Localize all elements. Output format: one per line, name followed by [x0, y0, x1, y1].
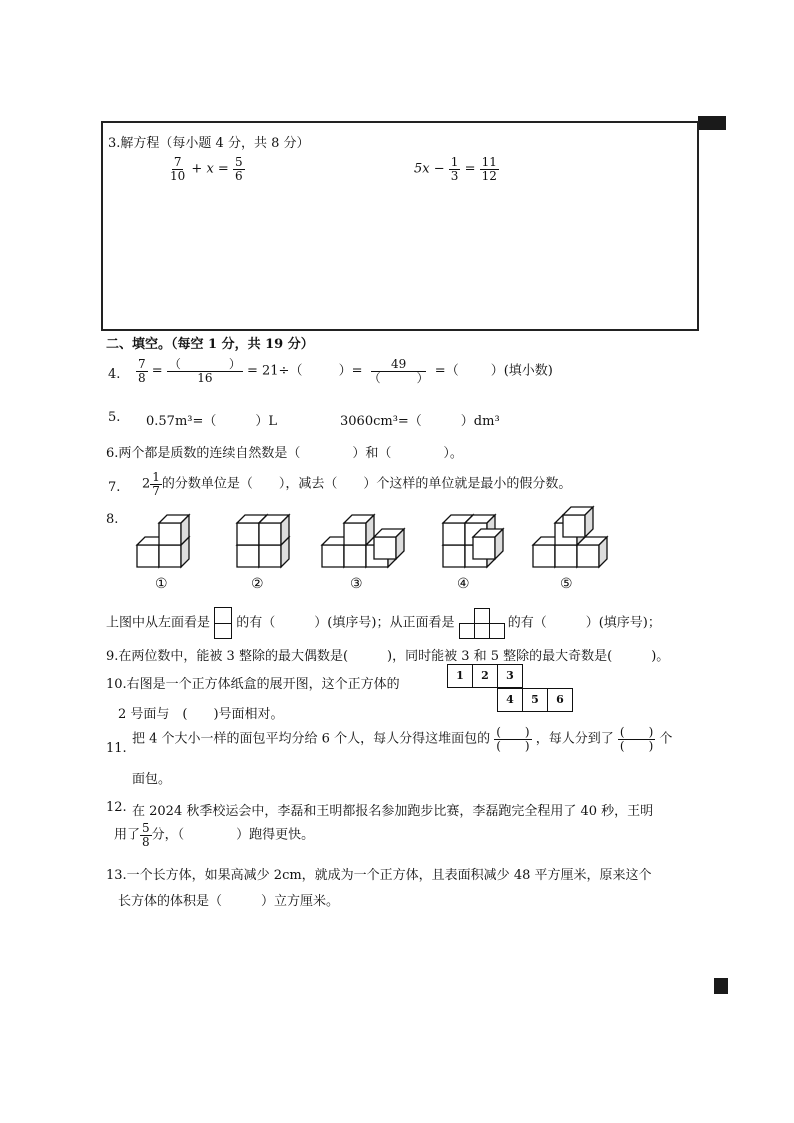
q5-part-b: 3060cm³=（ ）dm³ — [340, 414, 500, 429]
q11-number: 11. — [106, 741, 127, 756]
q8-question-line: 上图中从左面看是 的有（ ）(填序号)；从正面看是 的有（ ）(填序号)； — [106, 607, 661, 639]
q7-number: 7. — [108, 480, 121, 495]
q3-heading: 3.解方程（每小题 4 分，共 8 分） — [108, 136, 310, 151]
figure-label-1: ① — [155, 576, 168, 592]
front-view-shape — [459, 608, 504, 638]
cube-figure-4 — [443, 515, 503, 567]
net-cell-2: 2 — [472, 664, 498, 688]
figure-label-2: ② — [251, 576, 264, 592]
net-cell-6: 6 — [547, 688, 573, 712]
net-cell-1: 1 — [447, 664, 473, 688]
q10-line-1: 10.右图是一个正方体纸盒的展开图，这个正方体的 — [106, 677, 400, 692]
cube-figure-1 — [137, 515, 189, 567]
q9-text: 9.在两位数中，能被 3 整除的最大偶数是( )，同时能被 3 和 5 整除的最大奇数是( )。 — [106, 649, 670, 664]
q12-line-1: 在 2024 秋季校运会中，李磊和王明都报名参加跑步比赛，李磊跑完全程用了 40 秒，王明 — [132, 804, 654, 819]
net-cell-5: 5 — [522, 688, 548, 712]
q4-number: 4. — [108, 367, 121, 382]
q13-line-1: 13.一个长方体，如果高减少 2cm，就成为一个正方体，且表面积减少 48 平方厘米，原来这个 — [106, 868, 652, 883]
q10-line-2: 2 号面与 ( )号面相对。 — [118, 707, 284, 722]
q12-line-2: 用了 $\frac{5}{8}$ 分，（ ）跑得更快。 — [114, 821, 315, 849]
q5-part-a: 0.57m³=（ ）L — [146, 414, 278, 429]
net-cell-3: 3 — [497, 664, 523, 688]
q7-text: 2 $\frac{1}{7}$ 的分数单位是（ ），减去（ ）个这样的单位就是最小的假分数。 — [142, 470, 572, 498]
q3-equation-1: $\frac{7}{10}$ + x = $\frac{5}{6}$ — [170, 155, 243, 183]
q11-line-2: 面包。 — [132, 772, 172, 787]
q6-text: 6.两个都是质数的连续自然数是（ ）和（ ）。 — [106, 446, 463, 461]
figure-label-5: ⑤ — [560, 576, 573, 592]
net-cell-4: 4 — [497, 688, 523, 712]
q13-line-2: 长方体的体积是（ ）立方厘米。 — [118, 894, 340, 909]
cube-figure-3 — [322, 515, 404, 567]
figure-label-3: ③ — [350, 576, 363, 592]
section-title: 二、填空。（每空 1 分，共 19 分） — [106, 337, 314, 352]
figure-label-4: ④ — [457, 576, 470, 592]
q5-number: 5. — [108, 410, 121, 425]
left-view-shape — [214, 607, 232, 639]
q8-number: 8. — [106, 512, 119, 527]
cube-figure-5 — [533, 507, 607, 567]
q3-equation-2: 5x − $\frac{1}{3}$ = $\frac{11}{12}$ — [414, 155, 497, 183]
cube-net — [447, 664, 577, 714]
q4-expression: $\frac{7}{8}$ = $\frac{( )}{16}$ = 21÷（ ）= $\frac{49}{( )}$ =（ ）(填小数) — [138, 357, 553, 385]
q11-text: 把 4 个大小一样的面包平均分给 6 个人，每人分得这堆面包的 $\frac{( )}{( )}$ ，每人分到了 $\frac{( )}{( )}$ 个 — [132, 725, 673, 753]
cube-figure-2 — [237, 515, 289, 567]
q12-number: 12. — [106, 800, 127, 815]
